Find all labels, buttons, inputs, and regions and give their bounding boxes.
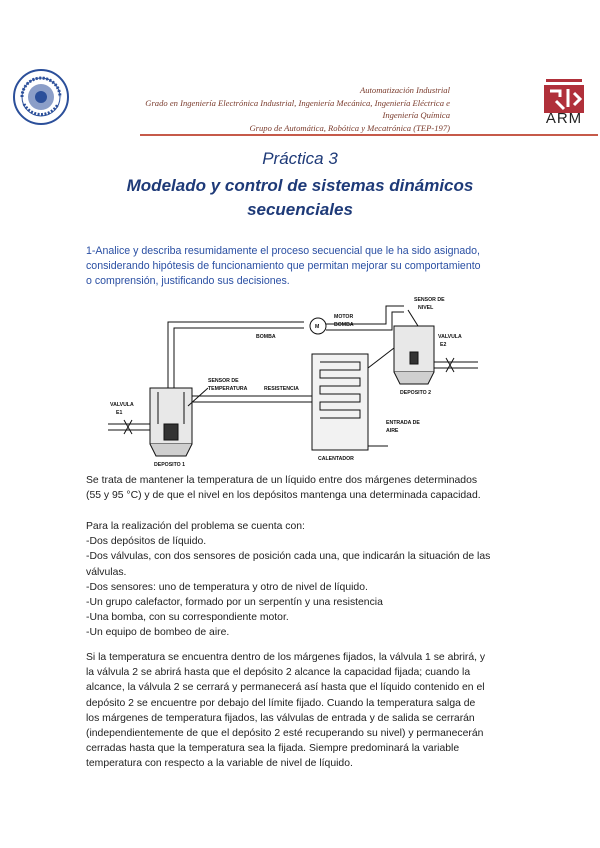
label-sensor-temp-2: TEMPERATURA [208, 386, 248, 392]
practice-title-line2: secuenciales [247, 200, 353, 219]
header-group: Grupo de Automática, Robótica y Mecatrónica (TEP-197) [249, 122, 450, 133]
label-resistencia: RESISTENCIA [264, 386, 299, 392]
question-line: considerando hipótesis de funcionamiento que permitan mejorar su comportamiento [86, 260, 481, 272]
paragraph-line: depósito 2 se encuentre por debajo del límite fijado. Cuando la temperatura salga de [86, 697, 476, 709]
label-sensor-nivel-2: NIVEL [418, 305, 434, 311]
practice-title-line1: Modelado y control de sistemas dinámicos [126, 176, 474, 195]
label-sensor-temp: SENSOR DE [208, 378, 239, 384]
label-bomba: BOMBA [256, 334, 276, 340]
practice-title [0, 174, 600, 222]
list-item: -Dos depósitos de líquido. [86, 536, 207, 548]
header-divider [140, 134, 598, 136]
paragraph-line: (55 y 95 °C) y de que el nivel en los depósitos mantenga una determinada capacidad. [86, 490, 481, 502]
label-deposito-2: DEPOSITO 2 [400, 390, 432, 396]
paragraph-line: Para la realización del problema se cuenta con: [86, 521, 305, 532]
question-line: 1-Analice y describa resumidamente el proceso secuencial que le ha sido asignado, [86, 245, 480, 257]
label-motor-bomba: BOMBA [334, 322, 354, 328]
label-entrada-aire: ENTRADA DE [386, 420, 420, 426]
paragraph-intro [86, 473, 526, 503]
paragraph-line: cerradas hasta que la temperatura sea la fijada. Siempre predominará la variable [86, 743, 460, 755]
paragraph-line: Si la temperatura se encuentra dentro de los márgenes fijados, la válvula 1 se abrirá, y [86, 652, 486, 663]
header-text-block [30, 84, 450, 134]
arm-logo-text: ARM [545, 110, 583, 127]
label-valvula-e2-id: E2 [440, 342, 447, 348]
label-valvula-e1: VALVULA [110, 402, 134, 408]
header-course: Automatización Industrial [360, 85, 450, 95]
question-line: o comprensión, justificando sus decisiones. [86, 275, 290, 287]
list-item: válvulas. [86, 566, 127, 578]
label-sensor-nivel: SENSOR DE [414, 297, 445, 303]
paragraph-line: los márgenes de temperatura fijados, las válvulas de entrada y de salida se cerrarán [86, 712, 475, 724]
question-1 [86, 244, 516, 289]
header-degrees-cont: Ingeniería Química [382, 110, 450, 120]
paragraph-line: temperatura con respecto a la variable de nivel de líquido. [86, 758, 353, 770]
paragraph-line: la válvula 2 se abrirá hasta que el depósito 2 alcance la capacidad fijada; cuando la [86, 667, 471, 679]
practice-number: Práctica 3 [262, 149, 338, 168]
list-item: -Un grupo calefactor, formado por un serpentín y una resistencia [86, 597, 383, 609]
tank-2 [394, 326, 434, 372]
list-item: -Un equipo de bombeo de aire. [86, 627, 230, 639]
process-diagram [108, 296, 478, 470]
paragraph-line: alcance, la válvula 2 se cerrará y permanecerá así hasta que el líquido contenido en el [86, 682, 485, 694]
label-deposito-1: DEPOSITO 1 [154, 462, 186, 468]
paragraph-line: Se trata de mantener la temperatura de un líquido entre dos márgenes determinados [86, 475, 478, 486]
list-item: -Dos sensores: uno de temperatura y otro de nivel de líquido. [86, 581, 368, 593]
label-calentador: CALENTADOR [318, 456, 354, 462]
header-degrees: Grado en Ingeniería Electrónica Industrial, Ingeniería Mecánica, Ingeniería Eléctrica e [145, 97, 450, 108]
label-valvula-e1-id: E1 [116, 410, 123, 416]
list-item: -Una bomba, con su correspondiente motor. [86, 612, 289, 624]
list-item: -Dos válvulas, con dos sensores de posición cada una, que indicarán la situación de las [86, 551, 491, 563]
label-motor: MOTOR [334, 314, 354, 320]
paragraph-components [86, 519, 526, 641]
label-valvula-e2: VALVULA [438, 334, 462, 340]
label-entrada-aire-2: AIRE [386, 428, 399, 434]
paragraph-operation [86, 650, 526, 772]
label-motor-symbol: M [315, 324, 320, 330]
paragraph-line: (independientemente de que el depósito 2 esté recuperando su nivel) y permanecerán [86, 728, 484, 740]
